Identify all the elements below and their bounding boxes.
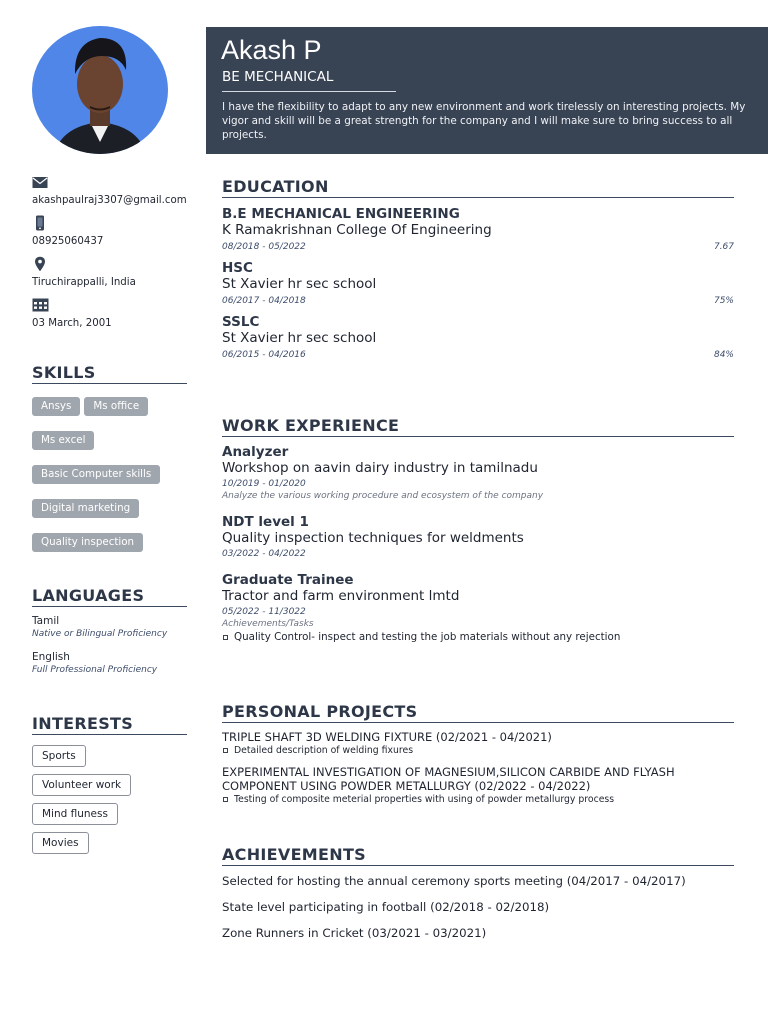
education-grade: 84% xyxy=(713,350,734,360)
interest-chip: Mind fluness xyxy=(32,803,118,825)
job-description: Analyze the various working procedure and ecosystem of the company xyxy=(222,491,544,501)
contact-info xyxy=(32,174,187,338)
skills-heading: SKILLS xyxy=(32,363,187,384)
phone-icon xyxy=(32,215,187,231)
education-heading: EDUCATION xyxy=(222,177,734,198)
job-description: Achievements/Tasks xyxy=(222,619,314,629)
job-company: Quality inspection techniques for weldments xyxy=(222,530,524,546)
achievement-item: Selected for hosting the annual ceremony sports meeting (04/2017 - 04/2017) xyxy=(222,874,686,888)
education-section xyxy=(222,177,734,360)
job-item xyxy=(222,444,734,501)
job-company: Workshop on aavin dairy industry in tamilnadu xyxy=(222,460,538,476)
interests-list xyxy=(32,745,187,854)
language-name: Tamil xyxy=(32,615,60,627)
school: St Xavier hr sec school xyxy=(222,276,377,292)
project-item xyxy=(222,730,734,756)
work-section xyxy=(222,416,734,643)
language-level: Full Professional Proficiency xyxy=(32,665,158,675)
job-title: Graduate Trainee xyxy=(222,572,354,588)
achievement-item: Zone Runners in Cricket (03/2021 - 03/2021) xyxy=(222,926,487,940)
project-item xyxy=(222,765,734,805)
education-item xyxy=(222,260,734,306)
skill-chip: Basic Computer skills xyxy=(32,465,160,484)
projects-heading: PERSONAL PROJECTS xyxy=(222,702,734,723)
interests-heading: INTERESTS xyxy=(32,714,187,735)
summary-text: I have the flexibility to adapt to any new environment and work tirelessly on interesting projects. My vigor and skill will be a great strength for the company and I will make sure to bring success to all projects. xyxy=(222,101,746,141)
project-description-text: Detailed description of welding fixures xyxy=(234,745,414,756)
achievement-item: State level participating in football (02/2018 - 02/2018) xyxy=(222,900,550,914)
education-item xyxy=(222,314,734,360)
education-grade: 75% xyxy=(713,296,734,306)
school: K Ramakrishnan College Of Engineering xyxy=(222,222,492,238)
language-level: Native or Bilingual Proficiency xyxy=(32,629,168,639)
education-grade: 7.67 xyxy=(713,242,734,252)
skill-chip: Quality inspection xyxy=(32,533,143,552)
bullet-square-icon xyxy=(223,635,228,640)
languages-heading: LANGUAGES xyxy=(32,586,187,607)
job-bullet-text: Quality Control- inspect and testing the job materials without any rejection xyxy=(234,631,621,643)
contact-email xyxy=(32,174,187,207)
skill-chip: Ms office xyxy=(84,397,148,416)
job-company: Tractor and farm environment lmtd xyxy=(222,588,460,604)
person-icon xyxy=(32,26,168,154)
phone-text: 08925060437 xyxy=(32,236,104,247)
calendar-icon xyxy=(32,297,187,313)
skill-chip: Digital marketing xyxy=(32,499,139,518)
degree: B.E MECHANICAL ENGINEERING xyxy=(222,206,460,222)
job-item xyxy=(222,572,734,643)
work-heading: WORK EXPERIENCE xyxy=(222,416,734,437)
degree: HSC xyxy=(222,260,253,276)
language-item xyxy=(32,651,187,675)
job-title: Analyzer xyxy=(222,444,289,460)
job-dates: 05/2022 - 11/3022 xyxy=(222,607,306,617)
envelope-icon xyxy=(32,174,187,190)
interest-chip: Sports xyxy=(32,745,86,767)
project-description-text: Testing of composite meterial properties with using of powder metallurgy process xyxy=(234,794,615,805)
education-item xyxy=(222,206,734,252)
skill-chip: Ansys xyxy=(32,397,80,416)
job-dates: 03/2022 - 04/2022 xyxy=(222,549,306,559)
school: St Xavier hr sec school xyxy=(222,330,377,346)
job-item xyxy=(222,514,734,559)
skills-list xyxy=(32,394,187,564)
degree: SSLC xyxy=(222,314,260,330)
project-description xyxy=(222,794,734,805)
project-title: EXPERIMENTAL INVESTIGATION OF MAGNESIUM,SILICON CARBIDE AND FLYASH COMPONENT USING POWDER METALLURGY (02/2022 - 04/2022) xyxy=(222,765,675,793)
bullet-square-icon xyxy=(223,748,228,753)
skill-chip: Ms excel xyxy=(32,431,94,450)
location-text: Tiruchirappalli, India xyxy=(32,277,136,288)
interest-chip: Movies xyxy=(32,832,89,854)
candidate-role: BE MECHANICAL xyxy=(222,69,396,92)
resume-header xyxy=(206,27,768,154)
skills-section xyxy=(32,363,187,564)
interest-chip: Volunteer work xyxy=(32,774,131,796)
achievements-section xyxy=(222,845,734,940)
job-bullet xyxy=(222,631,734,643)
location-pin-icon xyxy=(32,256,187,272)
project-title: TRIPLE SHAFT 3D WELDING FIXTURE (02/2021 - 04/2021) xyxy=(222,730,552,744)
projects-section xyxy=(222,702,734,805)
contact-phone xyxy=(32,215,187,248)
education-dates: 08/2018 - 05/2022 xyxy=(222,242,306,252)
contact-location xyxy=(32,256,187,289)
candidate-name: Akash P xyxy=(221,35,322,65)
birthday-text: 03 March, 2001 xyxy=(32,318,112,329)
job-title: NDT level 1 xyxy=(222,514,309,530)
contact-birthday xyxy=(32,297,187,330)
achievements-heading: ACHIEVEMENTS xyxy=(222,845,734,866)
education-dates: 06/2017 - 04/2018 xyxy=(222,296,306,306)
education-dates: 06/2015 - 04/2016 xyxy=(222,350,306,360)
interests-section xyxy=(32,714,187,861)
job-dates: 10/2019 - 01/2020 xyxy=(222,479,306,489)
languages-section xyxy=(32,586,187,675)
language-name: English xyxy=(32,651,70,663)
email-text[interactable]: akashpaulraj3307@gmail.com xyxy=(32,195,187,206)
bullet-square-icon xyxy=(223,797,228,802)
profile-photo xyxy=(32,26,168,154)
language-item xyxy=(32,615,187,639)
project-description xyxy=(222,745,734,756)
